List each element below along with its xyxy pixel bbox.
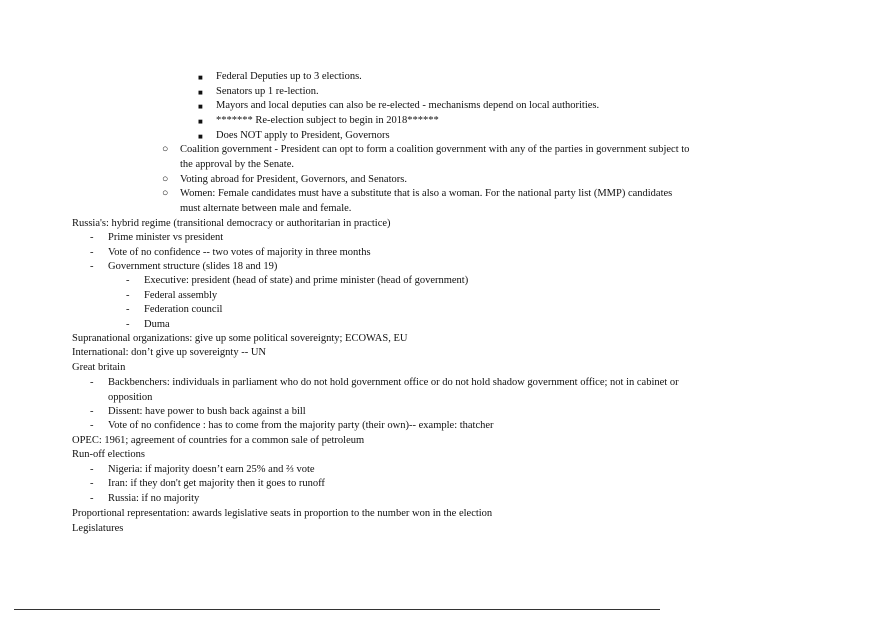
list-item: Mayors and local deputies can also be re-elected - mechanisms depend on local authorities. xyxy=(216,100,600,111)
dash-bullet-icon: - xyxy=(90,478,94,489)
square-bullet-icon: ■ xyxy=(198,117,203,126)
list-item-continuation: must alternate between male and female. xyxy=(180,203,352,214)
section-heading: Proportional representation: awards legislative seats in proportion to the number won in the election xyxy=(72,508,493,519)
section-heading: Russia's: hybrid regime (transitional democracy or authoritarian in practice) xyxy=(72,218,391,229)
list-item: ******* Re-election subject to begin in 2018****** xyxy=(216,115,439,126)
section-heading: International: don’t give up sovereignty -- UN xyxy=(72,347,267,358)
list-item: Vote of no confidence -- two votes of majority in three months xyxy=(108,247,371,258)
section-heading: Great britain xyxy=(72,362,126,373)
list-item: Duma xyxy=(144,319,170,330)
dash-bullet-icon: - xyxy=(90,377,94,388)
section-heading: OPEC: 1961; agreement of countries for a common sale of petroleum xyxy=(72,435,365,446)
dash-bullet-icon: - xyxy=(126,275,130,286)
list-item: Coalition government - President can opt to form a coalition government with any of the parties in government subject to xyxy=(180,144,690,155)
footer-divider xyxy=(14,609,660,610)
circle-bullet-icon: ○ xyxy=(162,188,169,199)
list-item: Prime minister vs president xyxy=(108,232,224,243)
square-bullet-icon: ■ xyxy=(198,88,203,97)
list-item: Backbenchers: individuals in parliament who do not hold government office or do not hold shadow government office; not in cabinet or xyxy=(108,377,679,388)
list-item: Federation council xyxy=(144,304,223,315)
list-item: Executive: president (head of state) and prime minister (head of government) xyxy=(144,275,469,286)
list-item: Women: Female candidates must have a substitute that is also a woman. For the national party list (MMP) candidates xyxy=(180,188,673,199)
list-item: Federal assembly xyxy=(144,290,218,301)
list-item: Nigeria: if majority doesn’t earn 25% and ⅔ vote xyxy=(108,464,315,475)
list-item: Senators up 1 re-lection. xyxy=(216,86,319,97)
list-item: Federal Deputies up to 3 elections. xyxy=(216,71,362,82)
circle-bullet-icon: ○ xyxy=(162,144,169,155)
section-heading: Run-off elections xyxy=(72,449,145,460)
section-heading: Supranational organizations: give up some political sovereignty; ECOWAS, EU xyxy=(72,333,408,344)
dash-bullet-icon: - xyxy=(90,493,94,504)
dash-bullet-icon: - xyxy=(126,304,130,315)
list-item: Iran: if they don't get majority then it goes to runoff xyxy=(108,478,325,489)
square-bullet-icon: ■ xyxy=(198,132,203,141)
dash-bullet-icon: - xyxy=(90,232,94,243)
list-item-continuation: the approval by the Senate. xyxy=(180,159,295,170)
list-item-continuation: opposition xyxy=(108,392,153,403)
list-item: Dissent: have power to bush back against a bill xyxy=(108,406,306,417)
list-item: Voting abroad for President, Governors, and Senators. xyxy=(180,174,407,185)
list-item: Government structure (slides 18 and 19) xyxy=(108,261,278,272)
dash-bullet-icon: - xyxy=(90,261,94,272)
dash-bullet-icon: - xyxy=(90,247,94,258)
square-bullet-icon: ■ xyxy=(198,73,203,82)
section-heading: Legislatures xyxy=(72,523,124,534)
dash-bullet-icon: - xyxy=(126,290,130,301)
dash-bullet-icon: - xyxy=(126,319,130,330)
dash-bullet-icon: - xyxy=(90,420,94,431)
circle-bullet-icon: ○ xyxy=(162,174,169,185)
dash-bullet-icon: - xyxy=(90,406,94,417)
list-item: Does NOT apply to President, Governors xyxy=(216,130,390,141)
list-item: Russia: if no majority xyxy=(108,493,200,504)
square-bullet-icon: ■ xyxy=(198,102,203,111)
dash-bullet-icon: - xyxy=(90,464,94,475)
list-item: Vote of no confidence : has to come from the majority party (their own)-- example: thatcher xyxy=(108,420,494,431)
